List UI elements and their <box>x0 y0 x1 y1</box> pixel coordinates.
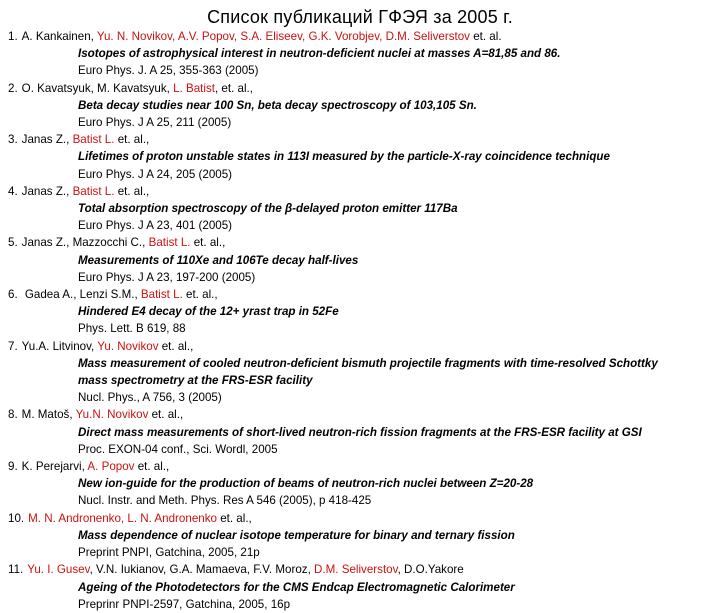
publication-number: 2. <box>8 81 18 95</box>
publication-title: New ion-guide for the production of beams of neutron-rich nuclei between Z=20-28 <box>78 477 534 491</box>
publication-title: mass spectrometry at the FRS-ESR facility <box>78 374 313 388</box>
publication-title: Lifetimes of proton unstable states in 113I measured by the particle-X-ray coincidence technique <box>78 150 610 164</box>
publication-title: Isotopes of astrophysical interest in neutron-deficient nuclei at masses A=81,85 and 86. <box>78 47 561 61</box>
author-text: Janas Z., <box>21 184 73 198</box>
publication-number: 9. <box>8 460 18 474</box>
publication-entry <box>8 561 714 613</box>
author-text: K. Perejarvi, <box>21 460 88 474</box>
publication-entry <box>8 28 714 80</box>
publication-entry <box>8 406 714 458</box>
author-text: A. Kankainen, <box>21 30 97 43</box>
publication-title: Hindered E4 decay of the 12+ yrast trap in 52Fe <box>78 305 339 319</box>
highlighted-author: M. N. Andronenko, L. N. Andronenko <box>28 511 217 525</box>
publication-entry <box>8 80 714 132</box>
highlighted-author: Yu. Novikov <box>97 339 159 353</box>
publication-authors <box>8 510 714 527</box>
publication-number: 5. <box>8 236 18 250</box>
highlighted-author: Batist L. <box>140 288 183 302</box>
publication-title: Mass measurement of cooled neutron-deficient bismuth projectile fragments with time-resolved Schottky <box>78 356 658 370</box>
highlighted-author: Yu. N. Novikov, A.V. Popov, S.A. Eliseev, G.K. Vorobjev, D.M. Seliverstov <box>96 30 470 43</box>
publication-entry <box>8 338 714 407</box>
author-text: Janas Z., <box>21 133 73 147</box>
highlighted-author: L. Batist <box>173 81 215 95</box>
publication-authors <box>8 458 714 475</box>
highlighted-author: A. Popov <box>87 460 135 474</box>
author-text: Gadea A., Lenzi S.M., <box>21 288 141 302</box>
publication-title: Direct mass measurements of short-lived neutron-rich fission fragments at the FRS-ESR facility at GSI <box>78 425 642 439</box>
author-text: et. al., <box>158 339 194 353</box>
publication-authors <box>8 131 714 148</box>
publication-title: Mass dependence of nuclear isotope temperature for binary and ternary fission <box>78 528 515 542</box>
publication-number: 10. <box>8 511 25 525</box>
publication-number: 11. <box>8 563 24 577</box>
publication-authors <box>8 28 714 45</box>
author-text: Janas Z., Mazzocchi C., <box>21 236 149 250</box>
publication-number: 3. <box>8 133 18 147</box>
publication-reference: Euro Phys. J A 25, 211 (2005) <box>78 116 232 130</box>
publication-entry <box>8 458 714 510</box>
publication-authors <box>8 406 714 423</box>
publication-title: Beta decay studies near 100 Sn, beta decay spectroscopy of 103,105 Sn. <box>78 98 477 112</box>
author-text: et. al., <box>114 133 150 147</box>
publication-authors <box>8 183 714 200</box>
highlighted-author: D.M. Seliverstov <box>314 563 398 577</box>
publication-entry <box>8 510 714 562</box>
publication-reference: Euro Phys. J A 23, 197-200 (2005) <box>78 270 256 284</box>
highlighted-author: Batist L. <box>148 236 191 250</box>
publication-authors <box>8 561 714 578</box>
publication-authors <box>8 286 714 303</box>
publication-entry <box>8 234 714 286</box>
publication-reference: Euro Phys. J A 23, 401 (2005) <box>78 219 233 233</box>
author-text: Yu.A. Litvinov, <box>21 339 98 353</box>
publication-number: 4. <box>8 184 18 198</box>
publication-reference: Preprinr PNPI-2597, Gatchina, 2005, 16p <box>78 597 291 611</box>
publication-number: 8. <box>8 408 18 422</box>
publication-authors <box>8 234 714 251</box>
publication-number: 1. <box>8 30 18 43</box>
author-text: et. al., <box>216 511 252 525</box>
publication-title: Ageing of the Photodetectors for the CMS Endcap Electromagnetic Calorimeter <box>78 580 515 594</box>
highlighted-author: Yu. I. Gusev <box>27 563 90 577</box>
highlighted-author: Batist L. <box>72 133 115 147</box>
publication-entry <box>8 183 714 235</box>
publication-title: Measurements of 110Xe and 106Te decay half-lives <box>78 253 359 267</box>
publication-reference: Proc. EXON-04 conf., Sci. Wordl, 2005 <box>78 442 278 456</box>
author-text: O. Kavatsyuk, M. Kavatsyuk, <box>21 81 174 95</box>
publication-entry <box>8 131 714 183</box>
publication-reference: Nucl. Instr. and Meth. Phys. Res A 546 (2005), p 418-425 <box>78 494 372 508</box>
publication-number: 6. <box>8 288 18 302</box>
author-text: et. al., <box>190 236 226 250</box>
author-text: et. al., <box>148 408 184 422</box>
author-text: , et. al., <box>214 81 254 95</box>
publication-list <box>8 28 714 613</box>
author-text: , D.O.Yakore <box>397 563 464 577</box>
author-text: et. al., <box>182 288 218 302</box>
publication-authors <box>8 80 714 97</box>
author-text: , V.N. Iukianov, G.A. Mamaeva, F.V. Moroz, <box>89 563 315 577</box>
author-text: et. al. <box>469 30 502 43</box>
author-text: et. al., <box>134 460 170 474</box>
publication-reference: Euro Phys. J. A 25, 355-363 (2005) <box>78 64 259 78</box>
highlighted-author: Batist L. <box>72 184 115 198</box>
publication-number: 7. <box>8 339 18 353</box>
page-title: Список публикаций ГФЭЯ за 2005 г. <box>207 7 513 27</box>
publication-reference: Phys. Lett. B 619, 88 <box>78 322 186 336</box>
author-text: et. al., <box>114 184 150 198</box>
highlighted-author: Yu.N. Novikov <box>75 408 149 422</box>
publication-entry <box>8 286 714 338</box>
publication-reference: Nucl. Phys., A 756, 3 (2005) <box>78 391 222 405</box>
publication-authors <box>8 338 714 355</box>
publication-title: Total absorption spectroscopy of the β-delayed proton emitter 117Ba <box>78 202 458 216</box>
author-text: M. Matoš, <box>21 408 76 422</box>
publication-reference: Preprint PNPI, Gatchina, 2005, 21p <box>78 546 260 560</box>
publication-reference: Euro Phys. J A 24, 205 (2005) <box>78 167 233 181</box>
